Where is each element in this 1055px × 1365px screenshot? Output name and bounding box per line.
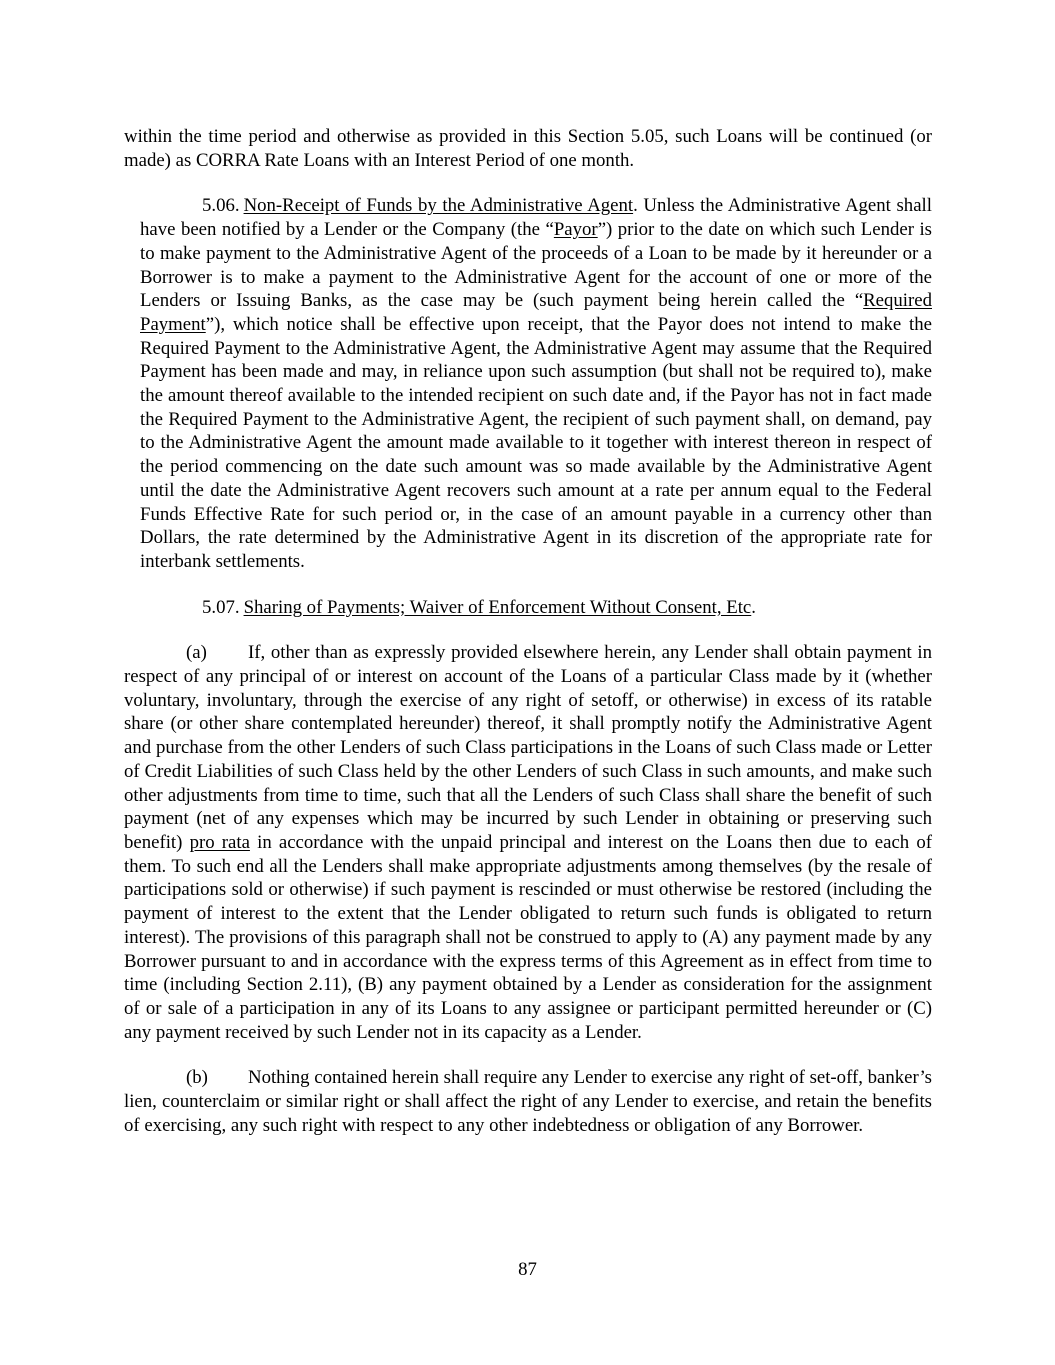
- section-number: 5.06.: [202, 195, 240, 217]
- subparagraph-body-part: If, other than as expressly provided elsewhere herein, any Lender shall obtain payment in respect of any principal of or interest on account of the Loans of a particular Class made by it (whether voluntary, involuntary, through the exercise of any right of setoff, or otherwise) in excess of its ratable share (or other share contemplated hereunder) thereof, it shall promptly notify the Administrative Agent and purchase from the other Lenders of such Class participations in the Loans of such Class made or Letter of Credit Liabilities of such Class held by the other Lenders of such Class in such amounts, and make such other adjustments from time to time, such that all the Lenders of such Class shall share the benefit of such payment (net of any expenses which may be incurred by such Lender in obtaining or preserving such benefit): [124, 642, 932, 853]
- subparagraph-body: Nothing contained herein shall require any Lender to exercise any right of set-off, banker’s lien, counterclaim or similar right or shall affect the right of any Lender to exercise, and retain the benefits of exercising, any such right with respect to any other indebtedness or obligation of any Borrower.: [124, 1067, 932, 1136]
- subparagraph-body-part: in accordance with the unpaid principal and interest on the Loans then due to each of them. To such end all the Lenders shall make appropriate adjustments among themselves (by the resale of participations sold or otherwise) if such payment is rescinded or must otherwise be restored (including the payment of interest to the extent that the Lender obligated to return such funds is obligated to return interest). The provisions of this paragraph shall not be construed to apply to (A) any payment made by any Borrower pursuant to and in accordance with the express terms of this Agreement as in effect from time to time (including Section 2.11), (B) any payment obtained by a Lender as consideration for the assignment of or sale of a participation in any of its Loans to any assignee or participant permitted hereunder or (C) any payment received by such Lender not in its capacity as a Lender.: [124, 831, 932, 1043]
- section-heading: Non-Receipt of Funds by the Administrative Agent: [243, 195, 634, 217]
- section-body-part: ”) prior to the date on which such Lender is to make payment to the Administrative Agent of the proceeds of a Loan to be made by it hereunder or a Borrower is to make a payment to the Administrative Agent for the account of one or more of the Lenders or Issuing Banks, as the case may be (such payment being herein called the “: [140, 219, 932, 312]
- subparagraph-b: [124, 1066, 932, 1137]
- section-5-07: [124, 596, 932, 620]
- section-body-part: . Unless the Administrative Agent shall have been notified by a Lender or the Company (the “: [140, 195, 932, 241]
- paragraph-continuation: within the time period and otherwise as provided in this Section 5.05, such Loans will be continued (or made) as CORRA Rate Loans with an Interest Period of one month.: [124, 126, 932, 171]
- document-page: [124, 125, 932, 1137]
- section-heading: Sharing of Payments; Waiver of Enforcement Without Consent, Etc: [243, 596, 752, 618]
- defined-term-required-payment: Required Payment: [140, 290, 932, 335]
- section-body-part: ”), which notice shall be effective upon receipt, that the Payor does not intend to make the Required Payment to the Administrative Agent, the Administrative Agent may assume that the Required Payment has been made and may, in reliance upon such assumption (but shall not be required to), make the amount thereof available to the intended recipient on such date and, if the Payor has not in fact made the Required Payment to the Administrative Agent, the recipient of such payment shall, on demand, pay to the Administrative Agent the amount made available to it together with interest thereon in respect of the period commencing on the date such amount was so made available by the Administrative Agent until the date the Administrative Agent recovers such amount at a rate per annum equal to the Federal Funds Effective Rate for such period or, in the case of an amount payable in a currency other than Dollars, the rate determined by the Administrative Agent in its discretion of the appropriate rate for interbank settlements.: [140, 313, 932, 572]
- section-number: 5.07.: [202, 596, 240, 618]
- subparagraph-label: (a): [186, 642, 207, 664]
- section-heading-trailing: .: [751, 596, 756, 618]
- defined-term-payor: Payor: [553, 219, 598, 241]
- page-number: 87: [518, 1259, 537, 1280]
- term-pro-rata: pro rata: [189, 831, 250, 853]
- subparagraph-a: [124, 641, 932, 1044]
- subparagraph-label: (b): [186, 1067, 208, 1089]
- section-5-06: [140, 194, 932, 573]
